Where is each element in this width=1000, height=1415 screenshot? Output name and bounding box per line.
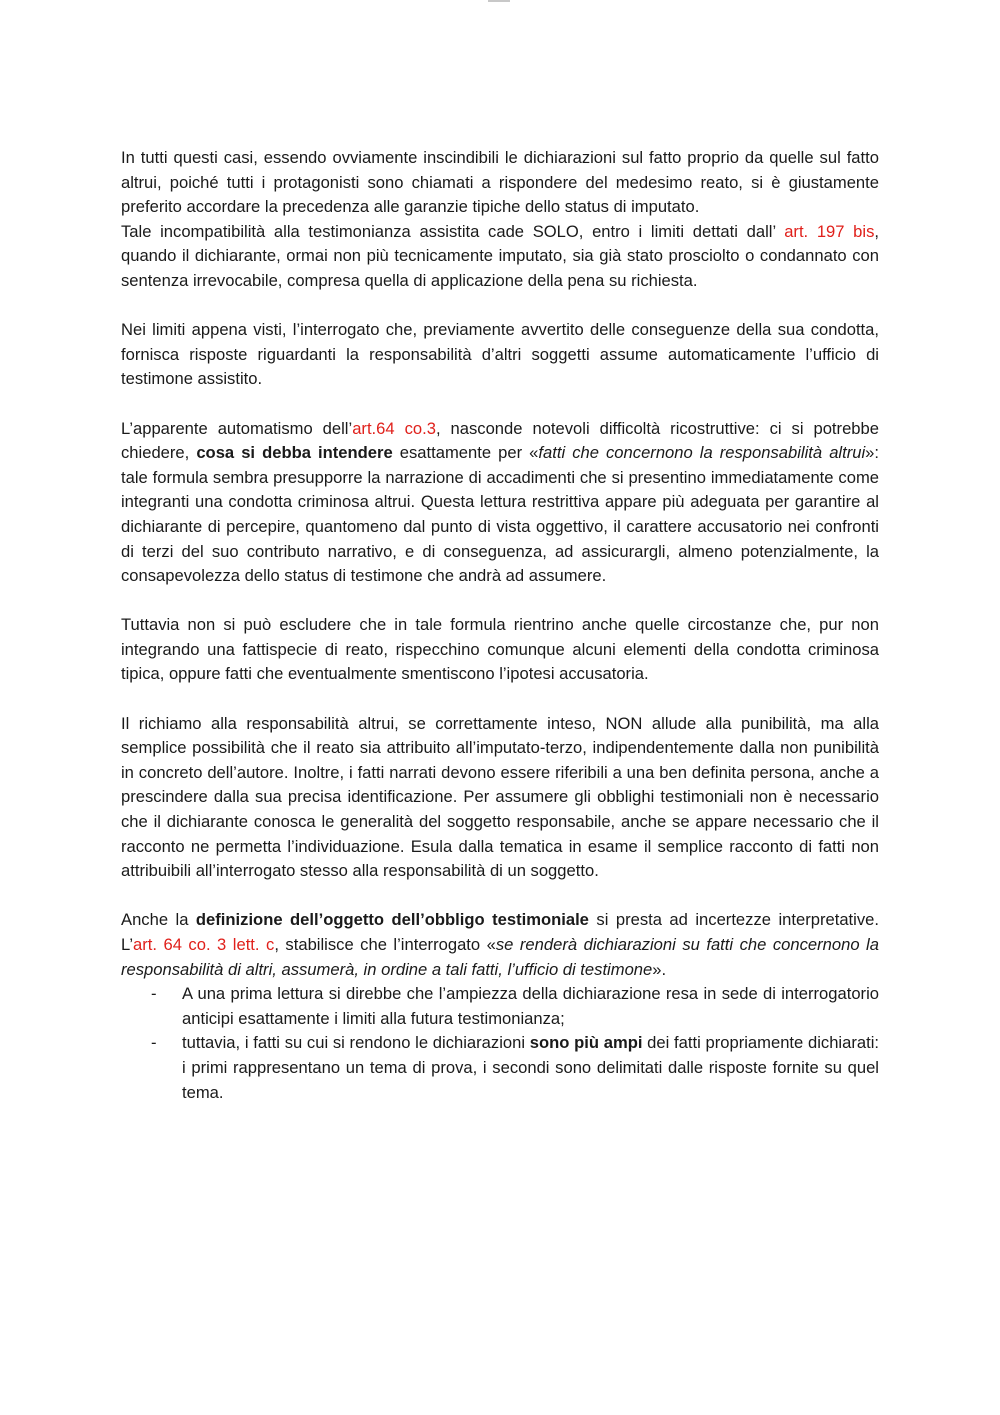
paragraph-4-part-4: »: tale formula sembra presupporre la narrazione di accadimenti che si presentino immediatamente come integranti una condotta criminosa altrui. Questa lettura restrittiva appare più adeguata per garantire al dichiarante di percepire, quantomeno dal punto di vista oggettivo, il carattere accusatorio nei confronti di terzi del suo contributo narrativo, e di conseguenza, ad assicurargli, almeno potenzialmente, la consapevolezza dello status di testimone che andrà ad assumere. [121,443,880,586]
dash-bullet: - [151,984,157,1004]
document-page [121,146,879,1105]
dash-bullet: - [151,1033,157,1053]
paragraph-3 [121,318,879,392]
paragraph-1-text: In tutti questi casi, essendo ovviamente inscindibili le dichiarazioni sul fatto proprio da quelle sul fatto altrui, poiché tutti i protagonisti sono chiamati a rispondere del medesimo reato, si è giustamente preferito accordare la precedenza alle garanzie tipiche dello status di imputato. [121,148,879,217]
paragraph-7-bold: definizione dell’oggetto dell’obbligo testimoniale [195,910,589,930]
dash-list [121,982,879,1105]
paragraph-3-text: Nei limiti appena visti, l’interrogato che, previamente avvertito delle conseguenze della sua condotta, fornisca risposte riguardanti la responsabilità d’altri soggetti assume automaticamente l’ufficio di testimone assistito. [121,320,879,389]
list-item-2-bold: sono più ampi [529,1033,643,1053]
paragraph-spacer [121,687,879,712]
paragraph-7-part-1: Anche la [121,910,196,930]
paragraph-7-part-3: , stabilisce che l’interrogato « [274,935,496,954]
paragraph-4-italic: fatti che concernono la responsabilità altrui [538,443,866,463]
article-64-co3-lett-c-link[interactable]: art. 64 co. 3 lett. c [133,935,275,954]
paragraph-2-after: , quando il dichiarante, ormai non più tecnicamente imputato, sia già stato prosciolto o condannato con sentenza irrevocabile, compresa quella di applicazione della pena su richiesta. [121,221,880,290]
paragraph-6 [121,712,879,884]
paragraph-spacer [121,294,879,319]
paragraph-spacer [121,884,879,909]
list-item-2-part-1: tuttavia, i fatti su cui si rendono le dichiarazioni [182,1033,530,1053]
paragraph-4-part-2: , nasconde notevoli difficoltà ricostruttive: ci si potrebbe chiedere, [121,418,879,463]
paragraph-5-text: Tuttavia non si può escludere che in tale formula rientrino anche quelle circostanze che, pur non integrando una fattispecie di reato, rispecchino comunque alcuni elementi della condotta criminosa tipica, oppure fatti che eventualmente smentiscono l’ipotesi accusatoria. [121,615,879,684]
paragraph-4-part-3: esattamente per « [392,443,539,463]
list-item-1-text: A una prima lettura si direbbe che l’ampiezza della dichiarazione resa in sede di interrogatorio anticipi esattamente i limiti alla futura testimonianza; [182,984,879,1028]
paragraph-4 [121,417,879,589]
paragraph-7 [121,908,879,982]
paragraph-spacer [121,589,879,614]
list-item [121,1031,879,1105]
paragraph-2-before: Tale incompatibilità alla testimonianza assistita cade SOLO, entro i limiti dettati dall’ [121,221,785,241]
article-64-co3-link[interactable]: art.64 co.3 [352,418,436,438]
article-197-bis-link[interactable]: art. 197 bis [784,221,875,241]
paragraph-7-italic: se renderà dichiarazioni su fatti che concernono la responsabilità di altri, assumerà, in ordine a tali fatti, l’ufficio di testimone [121,935,879,979]
list-item [121,982,879,1031]
paragraph-4-part-1: L’apparente automatismo dell’ [121,418,353,438]
paragraph-7-part-4: ». [652,959,667,979]
paragraph-5 [121,613,879,687]
page-header-mark [488,0,510,2]
paragraph-1 [121,146,879,220]
paragraph-spacer [121,392,879,417]
list-item-2-part-2: dei fatti propriamente dichiarati: i primi rappresentano un tema di prova, i secondi sono delimitati dalle risposte fornite su quel tema. [182,1033,879,1102]
paragraph-6-text: Il richiamo alla responsabilità altrui, se correttamente inteso, NON allude alla punibilità, ma alla semplice possibilità che il reato sia attribuito all’imputato-terzo, indipendentemente dalla non punibilità in concreto dell’autore. Inoltre, i fatti narrati devono essere riferibili a una ben definita persona, anche a prescindere dalla sua precisa identificazione. Per assumere gli obblighi testimoniali non è necessario che il dichiarante conosca le generalità del soggetto responsabile, anche se appare necessario che il racconto ne permetta l’individuazione. Esula dalla tematica in esame il semplice racconto di fatti non attribuibili all’interrogato stesso alla responsabilità di un soggetto. [121,713,879,881]
paragraph-2 [121,220,879,294]
paragraph-7-part-2: si presta ad incertezze interpretative. L’ [121,910,879,954]
paragraph-4-bold: cosa si debba intendere [196,443,393,463]
